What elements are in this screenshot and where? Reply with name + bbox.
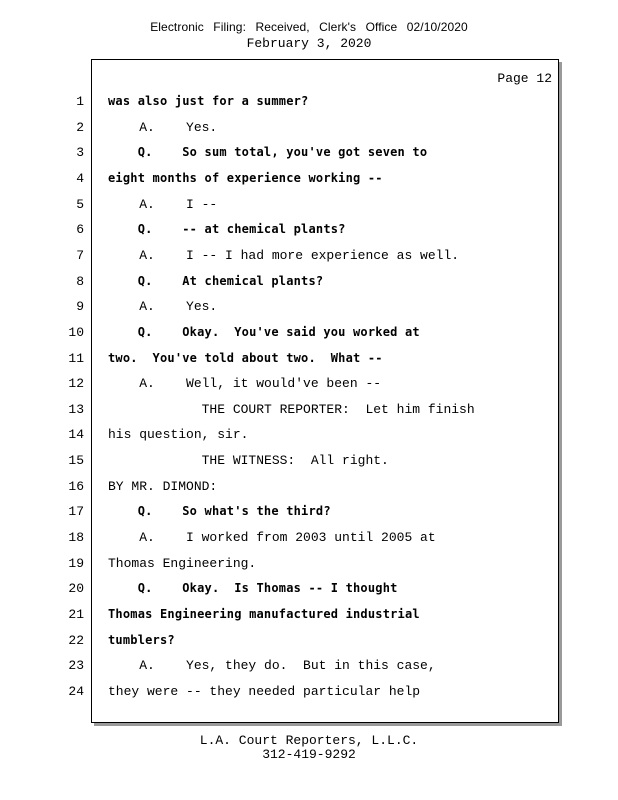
transcript-line: Thomas Engineering manufactured industrial <box>108 607 420 621</box>
line-number: 16 <box>68 479 84 494</box>
transcript-line: eight months of experience working -- <box>108 171 383 185</box>
transcript-line: A. I worked from 2003 until 2005 at <box>108 530 436 545</box>
line-number: 10 <box>68 325 84 340</box>
transcript-line: two. You've told about two. What -- <box>108 351 383 365</box>
transcript-line: Q. So sum total, you've got seven to <box>108 145 428 159</box>
transcript-line: Thomas Engineering. <box>108 556 257 571</box>
line-number: 7 <box>76 248 84 263</box>
filing-stamp: Electronic Filing: Received, Clerk's Office 02/10/2020 <box>150 20 468 34</box>
line-number: 4 <box>76 171 84 186</box>
transcript-line: Q. Okay. You've said you worked at <box>108 325 420 339</box>
line-number: 18 <box>68 530 84 545</box>
line-number: 1 <box>76 94 84 109</box>
line-number: 5 <box>76 197 84 212</box>
transcript-line: A. Yes. <box>108 299 218 314</box>
footer-company: L.A. Court Reporters, L.L.C. <box>199 733 419 748</box>
transcript-line: was also just for a summer? <box>108 94 309 108</box>
line-number: 23 <box>68 658 84 673</box>
line-number: 9 <box>76 299 84 314</box>
transcript-line: Q. So what's the third? <box>108 504 331 518</box>
transcript-line: Q. At chemical plants? <box>108 274 324 288</box>
transcript-line: THE WITNESS: All right. <box>108 453 389 468</box>
transcript-line: A. Yes, they do. But in this case, <box>108 658 436 673</box>
transcript-line: A. Yes. <box>108 120 218 135</box>
line-number: 3 <box>76 145 84 160</box>
line-number: 24 <box>68 684 84 699</box>
transcript-line: A. I -- <box>108 197 218 212</box>
page-number: Page 12 <box>497 71 552 86</box>
transcript-line: BY MR. DIMOND: <box>108 479 218 494</box>
line-number: 11 <box>68 351 84 366</box>
line-number: 21 <box>68 607 84 622</box>
transcript-line: tumblers? <box>108 633 175 647</box>
transcript-date: February 3, 2020 <box>246 36 372 51</box>
line-number: 2 <box>76 120 84 135</box>
transcript-line: A. Well, it would've been -- <box>108 376 382 391</box>
line-number: 14 <box>68 427 84 442</box>
line-number: 20 <box>68 581 84 596</box>
transcript-line: Q. Okay. Is Thomas -- I thought <box>108 581 398 595</box>
line-number: 17 <box>68 504 84 519</box>
transcript-line: his question, sir. <box>108 427 249 442</box>
line-number: 13 <box>68 402 84 417</box>
footer-phone: 312-419-9292 <box>262 747 356 762</box>
transcript-line: Q. -- at chemical plants? <box>108 222 346 236</box>
transcript-line: THE COURT REPORTER: Let him finish <box>108 402 475 417</box>
transcript-line: A. I -- I had more experience as well. <box>108 248 460 263</box>
line-number: 22 <box>68 633 84 648</box>
line-number: 19 <box>68 556 84 571</box>
line-number: 12 <box>68 376 84 391</box>
line-number: 6 <box>76 222 84 237</box>
line-number: 8 <box>76 274 84 289</box>
line-number: 15 <box>68 453 84 468</box>
transcript-line: they were -- they needed particular help <box>108 684 421 699</box>
